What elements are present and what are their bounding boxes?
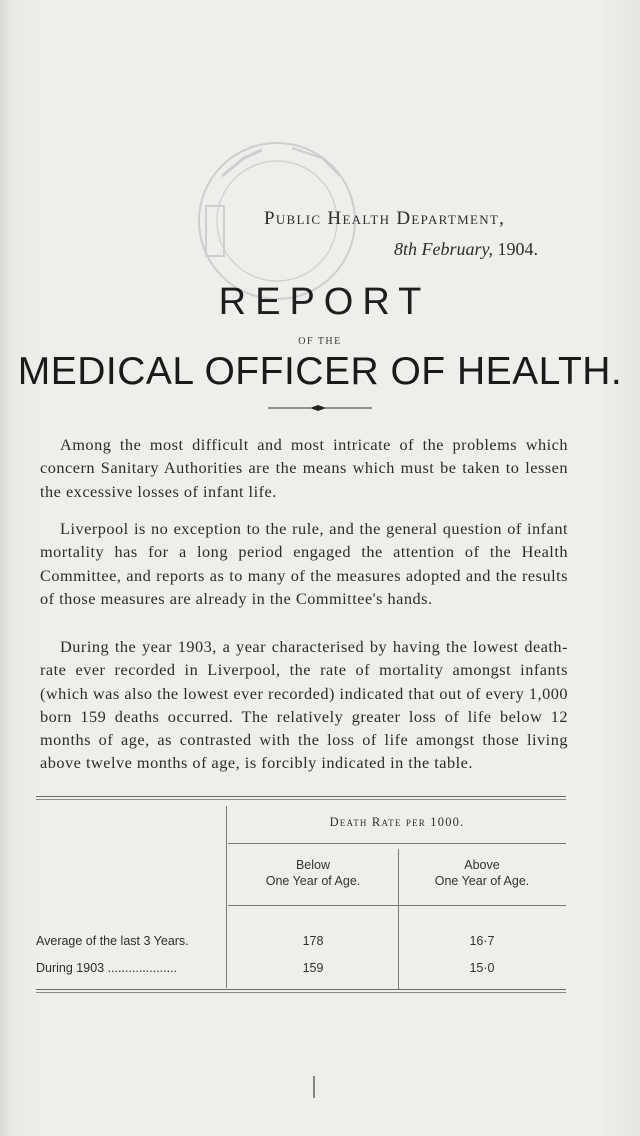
- cell-1903-above: 15·0: [469, 961, 495, 975]
- column-header-below-line1: Below: [295, 858, 331, 872]
- report-date: [394, 239, 538, 260]
- column-header-below: [228, 857, 398, 889]
- column-header-below-line2: One Year of Age.: [265, 874, 361, 888]
- page-speck: [312, 1076, 316, 1098]
- cell-1903-below: 159: [302, 961, 324, 975]
- date-year: 1904.: [493, 239, 538, 259]
- main-title: MEDICAL OFFICER OF HEALTH.: [17, 350, 623, 393]
- column-header-above-line1: Above: [464, 858, 500, 872]
- row-label-1903: During 1903 ....................: [36, 961, 178, 975]
- table-caption-rule: [228, 843, 566, 844]
- table-top-rule: [36, 796, 566, 800]
- date-day: 8th February,: [394, 239, 493, 259]
- cell-average-above: 16·7: [469, 934, 495, 948]
- table-bottom-rule: [36, 989, 566, 993]
- column-header-above: [398, 857, 566, 889]
- paragraph-1: Among the most difficult and most intricate of the problems which concern Sanitary Authorities are the means which must be taken to lessen the excessive losses of infant life.: [40, 435, 568, 501]
- report-title: REPORT: [218, 281, 431, 323]
- column-header-above-line2: One Year of Age.: [434, 874, 530, 888]
- department-heading: Public Health Department,: [264, 208, 506, 229]
- paragraph-2: Liverpool is no exception to the rule, and the general question of infant mortality has for a long period engaged the attention of the Health Committee, and reports as to many of the measures adopted and the results of those measures are already in the Committee's hands.: [40, 519, 568, 608]
- table-caption: Death Rate per 1000.: [329, 815, 465, 829]
- row-label-average: Average of the last 3 Years.: [36, 934, 189, 948]
- table-label-divider: [226, 806, 227, 988]
- table-header-rule: [228, 905, 566, 906]
- cell-average-below: 178: [302, 934, 324, 948]
- ornament-divider: [268, 402, 372, 414]
- paragraph-3: During the year 1903, a year characterised by having the lowest death-rate ever recorded in Liverpool, the rate of mortality amongst infants (which was also the lowest ever recorded) indicated that out of every 1,000 born 159 deaths occurred. The relatively greater loss of life below 12 months of age, as contrasted with the loss of life amongst those living above twelve months of age, is forcibly indicated in the table.: [40, 637, 568, 773]
- of-the-text: OF THE: [298, 336, 342, 347]
